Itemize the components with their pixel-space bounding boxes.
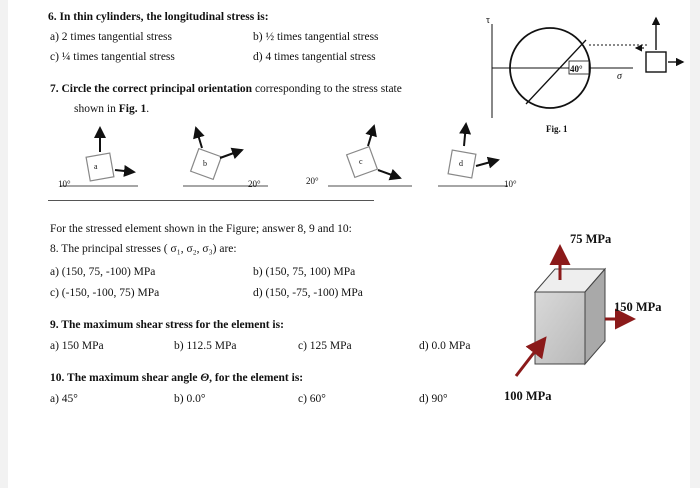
q9-stem: 9. The maximum shear stress for the element is: [50,319,284,331]
q9-option-b[interactable]: b) 112.5 MPa [174,340,237,352]
q10-option-d[interactable]: d) 90° [419,393,448,405]
q6-option-c[interactable]: c) ¼ times tangential stress [50,51,175,63]
q10-option-c[interactable]: c) 60° [298,393,326,405]
option-a-letter: a [94,162,98,171]
q10-option-b[interactable]: b) 0.0° [174,393,206,405]
bottom-load-label: 100 MPa [504,389,552,403]
q9-option-d[interactable]: d) 0.0 MPa [419,340,471,352]
angle-label: 40° [570,64,583,74]
right-load-label: 150 MPa [614,300,662,314]
q8-option-c[interactable]: c) (-150, -100, 75) MPa [50,287,160,299]
q10-stem: 10. The maximum shear angle Θ, for the element is: [50,372,304,384]
option-b-letter: b [203,159,207,168]
sigma-label: σ [617,71,622,82]
q8-option-d[interactable]: d) (150, -75, -100) MPa [253,287,363,299]
q7-stem-line2: shown in Fig. 1. [74,103,150,115]
q7-stem: 7. Circle the correct principal orientation corresponding to the stress state [50,83,402,95]
q6-option-b[interactable]: b) ½ times tangential stress [253,31,379,43]
option-d-angle: 10° [504,179,517,189]
q8-option-a[interactable]: a) (150, 75, -100) MPa [50,266,156,278]
option-c-angle: 20° [306,176,319,186]
option-a-angle: 10° [58,179,71,189]
exam-page [8,0,690,488]
top-load-label: 75 MPa [570,232,612,246]
q10-option-a[interactable]: a) 45° [50,393,78,405]
q8-option-b[interactable]: b) (150, 75, 100) MPa [253,266,356,278]
cube-front-face [535,292,585,364]
q6-stem: 6. In thin cylinders, the longitudinal stress is: [48,11,269,23]
option-b-angle: 20° [248,179,261,189]
q6-option-a[interactable]: a) 2 times tangential stress [50,31,172,43]
intro-text: For the stressed element shown in the Figure; answer 8, 9 and 10: [50,223,352,235]
tau-label: τ [486,15,491,26]
q6-option-d[interactable]: d) 4 times tangential stress [253,51,376,63]
option-d-letter: d [459,159,463,168]
fig1-caption: Fig. 1 [546,124,568,134]
q9-option-a[interactable]: a) 150 MPa [50,340,104,352]
option-c-letter: c [359,157,363,166]
q9-option-c[interactable]: c) 125 MPa [298,340,352,352]
q8-stem: 8. The principal stresses ( σ₁, σ₂, σ₃) are: [50,243,237,255]
